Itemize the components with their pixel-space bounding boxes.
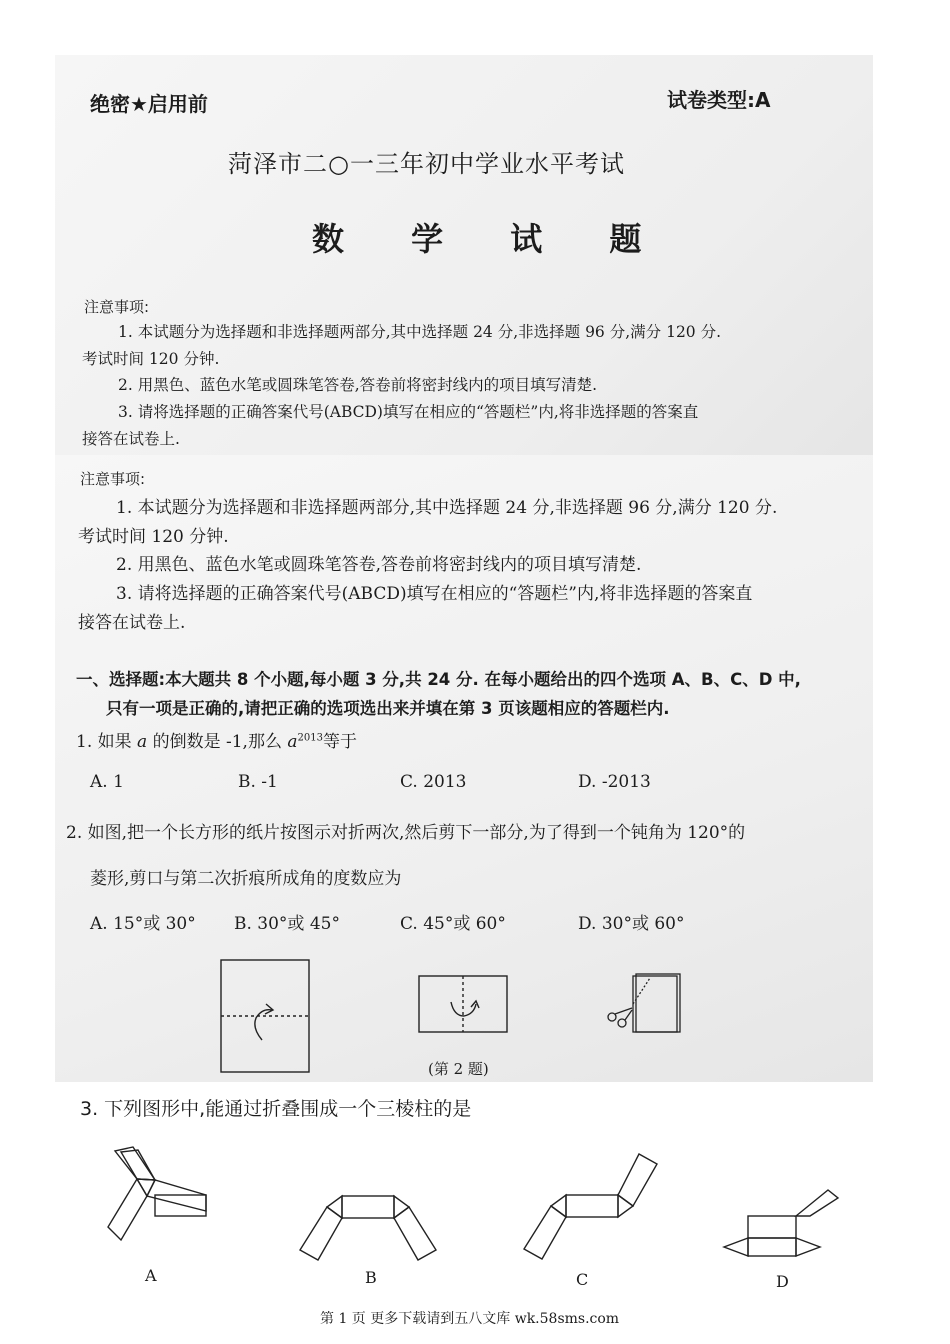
notice-line: 2. 用黑色、蓝色水笔或圆珠笔答卷,答卷前将密封线内的项目填写清楚.	[116, 555, 642, 575]
net-option-d	[724, 1190, 838, 1256]
net-option-a	[108, 1147, 206, 1240]
q1-option-b: B. -1	[238, 772, 278, 792]
q2-option-a: A. 15°或 30°	[90, 914, 196, 934]
notice-heading: 注意事项:	[84, 298, 150, 316]
notice-line: 3. 请将选择题的正确答案代号(ABCD)填写在相应的“答题栏”内,将非选择题的答案直	[116, 584, 753, 604]
q1-option-a: A. 1	[90, 772, 124, 792]
q2-option-c: C. 45°或 60°	[400, 914, 506, 934]
net-option-c	[524, 1154, 657, 1259]
q2-option-d: D. 30°或 60°	[578, 914, 685, 934]
q1-option-d: D. -2013	[578, 772, 651, 792]
notice-line: 接答在试卷上.	[82, 430, 180, 448]
section-heading-line1: 一、选择题:本大题共 8 个小题,每小题 3 分,共 24 分. 在每小题给出的四个选项 A、B、C、D 中,	[76, 670, 801, 689]
net-label-a: A	[145, 1266, 157, 1285]
paper-type-label: 试卷类型:A	[667, 88, 771, 112]
page-footer: 第 1 页 更多下载请到五八文库 wk.58sms.com	[320, 1311, 620, 1327]
figure-2-caption: (第 2 题)	[428, 1060, 489, 1078]
question-3: 3. 下列图形中,能通过折叠围成一个三棱柱的是	[80, 1098, 472, 1120]
notice-line: 1. 本试题分为选择题和非选择题两部分,其中选择题 24 分,非选择题 96 分,满分 120 分.	[116, 498, 778, 518]
section-heading-line2: 只有一项是正确的,请把正确的选项选出来并填在第 3 页该题相应的答题栏内.	[106, 699, 670, 718]
notice-line: 考试时间 120 分钟.	[82, 350, 220, 368]
question-1: 1. 如果 a 的倒数是 -1,那么 $a^{2013}$等于	[76, 732, 357, 752]
notice-line: 接答在试卷上.	[78, 613, 186, 633]
question-2-line2: 菱形,剪口与第二次折痕所成角的度数应为	[90, 869, 402, 889]
net-label-c: C	[576, 1270, 589, 1289]
notice-line: 考试时间 120 分钟.	[78, 527, 229, 547]
exam-title: 菏泽市二○一三年初中学业水平考试	[228, 150, 625, 178]
net-option-b	[300, 1196, 436, 1260]
q2-option-b: B. 30°或 45°	[234, 914, 340, 934]
notice-line: 1. 本试题分为选择题和非选择题两部分,其中选择题 24 分,非选择题 96 分,满分 120 分.	[118, 323, 722, 341]
net-label-d: D	[776, 1272, 789, 1291]
notice-line: 3. 请将选择题的正确答案代号(ABCD)填写在相应的“答题栏”内,将非选择题的答案直	[118, 403, 699, 421]
question-2-line1: 2. 如图,把一个长方形的纸片按图示对折两次,然后剪下一部分,为了得到一个钝角为 120°的	[66, 823, 746, 843]
notice-line: 2. 用黑色、蓝色水笔或圆珠笔答卷,答卷前将密封线内的项目填写清楚.	[118, 376, 598, 394]
paper-subtitle: 数 学 试 题	[312, 220, 670, 258]
confidential-label: 绝密★启用前	[90, 92, 208, 116]
notice-heading: 注意事项:	[80, 470, 146, 488]
net-label-b: B	[365, 1268, 377, 1287]
q1-option-c: C. 2013	[400, 772, 467, 792]
